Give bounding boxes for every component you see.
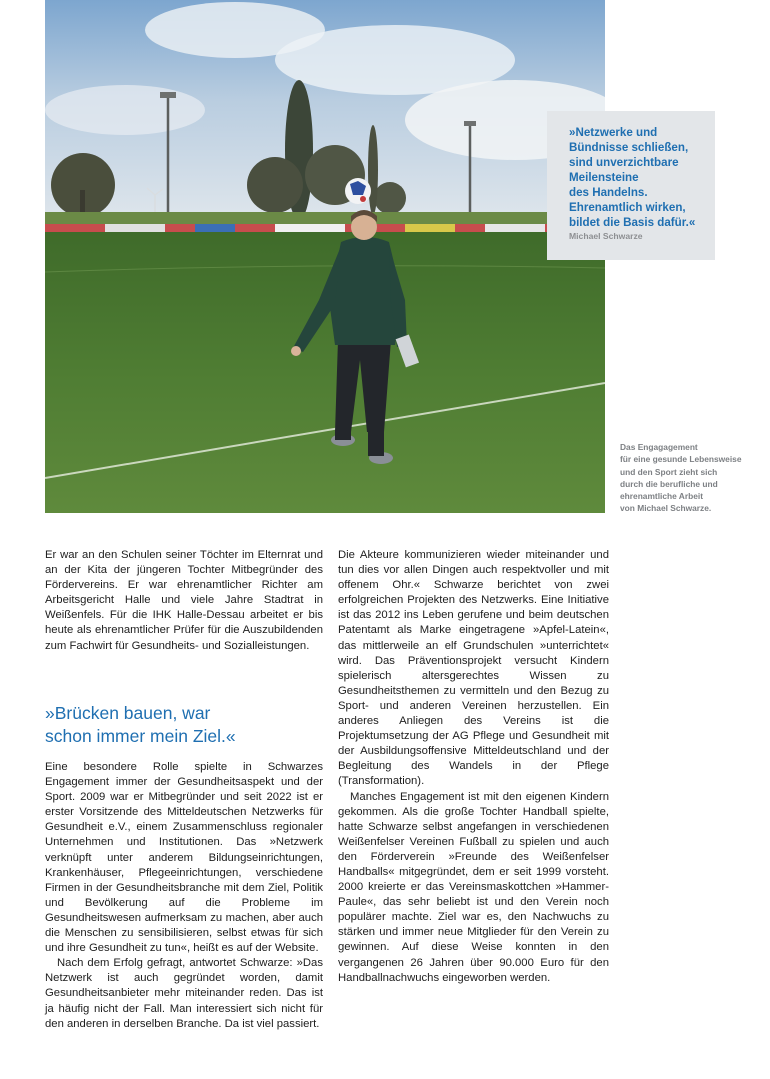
pull-quote-line: des Handelns. xyxy=(569,186,648,199)
body-paragraph: Er war an den Schulen seiner Töchter im Elternrat und an der Kita der jüngeren Tochter Mitbegründer des Fördervereins. Er war ehrenamtlicher Richter am Arbeitsgericht Halle und viele Jahre Stadtrat in Weißenfels. Für die IHK Halle-Dessau arbeitet er bis heute als ehrenamtlicher Prüfer für die Auszubildenden zum Fachwirt für Gesundheits- und Sozialleistungen. xyxy=(45,549,323,652)
caption-line: für eine gesunde Lebensweise xyxy=(620,454,742,465)
pull-quote-line: sind unverzichtbare xyxy=(569,156,679,169)
caption-line: ehrenamtliche Arbeit xyxy=(620,491,703,502)
body-paragraph: Nach dem Erfolg gefragt, antwortet Schwarze: »Das Netzwerk ist auch gegründet worden, damit Gesundheitsanbieter mehr miteinander reden. Das ist ja häufig nicht der Fall. Man interessiert sich nicht für den anderen in derselben Branche. Da ist viel passiert. xyxy=(45,957,323,1030)
heading-line: schon immer mein Ziel.« xyxy=(45,726,236,746)
left-column-intro xyxy=(45,548,323,654)
pull-quote-line: »Netzwerke und xyxy=(569,126,658,139)
pull-quote-line: bildet die Basis dafür.« xyxy=(569,216,696,229)
left-column-body xyxy=(45,760,323,1032)
body-paragraph: Die Akteure kommunizieren wieder miteinander und tun dies vor allen Dingen auch respektvoller und mit offenem Ohr.« Schwarze berichtet von zwei erfolgreichen Projekten des Netzwerks. Eine Initiative ist das 2012 ins Leben gerufene und beim deutschen Patentamt als Marke eingetragene »Apfel-Latein«, das mittlerweile an elf Grundschulen »unterrichtet« wird. Das Präventionsprojekt versucht Kindern spielerisch altersgerechtes Wissen zu Gesundheitsthemen zu vermitteln und den Bezug zu Sport- und anderen Vereinen herzustellen. Ein anderes Anliegen des Vereins ist die Projektumsetzung der AG Pflege und Gesundheit mit der Ausbildungsoffensive Mitteldeutschland und der Begleitung des Wandels in der Pflege (Transformation). xyxy=(338,549,609,788)
article-photo xyxy=(45,0,605,513)
pull-quote-author: Michael Schwarze xyxy=(569,231,643,241)
caption-line: Das Engagagement xyxy=(620,442,698,452)
caption-line: durch die berufliche und xyxy=(620,478,718,489)
heading-line: »Brücken bauen, war xyxy=(45,703,211,723)
photo-caption xyxy=(620,441,765,515)
pull-quote-line: Ehrenamtlich wirken, xyxy=(569,201,686,214)
right-column xyxy=(338,548,609,986)
section-heading xyxy=(45,702,325,748)
caption-line: von Michael Schwarze. xyxy=(620,503,712,514)
body-paragraph: Manches Engagement ist mit den eigenen Kindern gekommen. Als die große Tochter Handball spielte, hatte Schwarze selbst angefangen in verschiedenen Weißenfelser Vereinen Fußball zu spielen und auch den Förderverein »Freunde des Weißenfelser Handballs« mitgegründet, dem er seit 1999 vorsteht. 2000 kreierte er das Vereinsmaskottchen »Hammer-Paule«, das sehr beliebt ist und den Verein noch populärer machte. Ziel war es, den Nachwuchs zu stärken und immer neue Mitglieder für den Verein zu gewinnen. Auf diese Weise konnten in den vergangenen 26 Jahren über 90.000 Euro für den Handballnachwuchs eingeworben werden. xyxy=(338,790,609,984)
caption-line: und den Sport zieht sich xyxy=(620,466,718,477)
pull-quote xyxy=(569,125,705,230)
pull-quote-line: Meilensteine xyxy=(569,171,639,184)
pull-quote-box xyxy=(547,111,715,260)
pull-quote-line: Bündnisse schließen, xyxy=(569,141,689,154)
body-paragraph: Eine besondere Rolle spielte in Schwarzes Engagement immer der Gesundheitsaspekt und der Sport. 2009 war er Mitbegründer und seit 2022 ist er erster Vorsitzende des Mitteldeutschen Netzwerks für Gesundheit e.V., einem Zusammenschluss regionaler Unternehmen und Institutionen. Das »Netzwerk verknüpft unter anderem Bildungseinrichtungen, Krankenhäuser, Pflegeeinrichtungen, verschiedene Firmen in der Gesundheitsbranche mit dem Ziel, Politik und Bevölkerung auf die Probleme im Gesundheitswesen aufmerksam zu machen, aber auch die Menschen zu sensibilisieren, selbst etwas für sich und ihre Gesundheit zu tun«, heißt es auf der Website. xyxy=(45,761,323,955)
